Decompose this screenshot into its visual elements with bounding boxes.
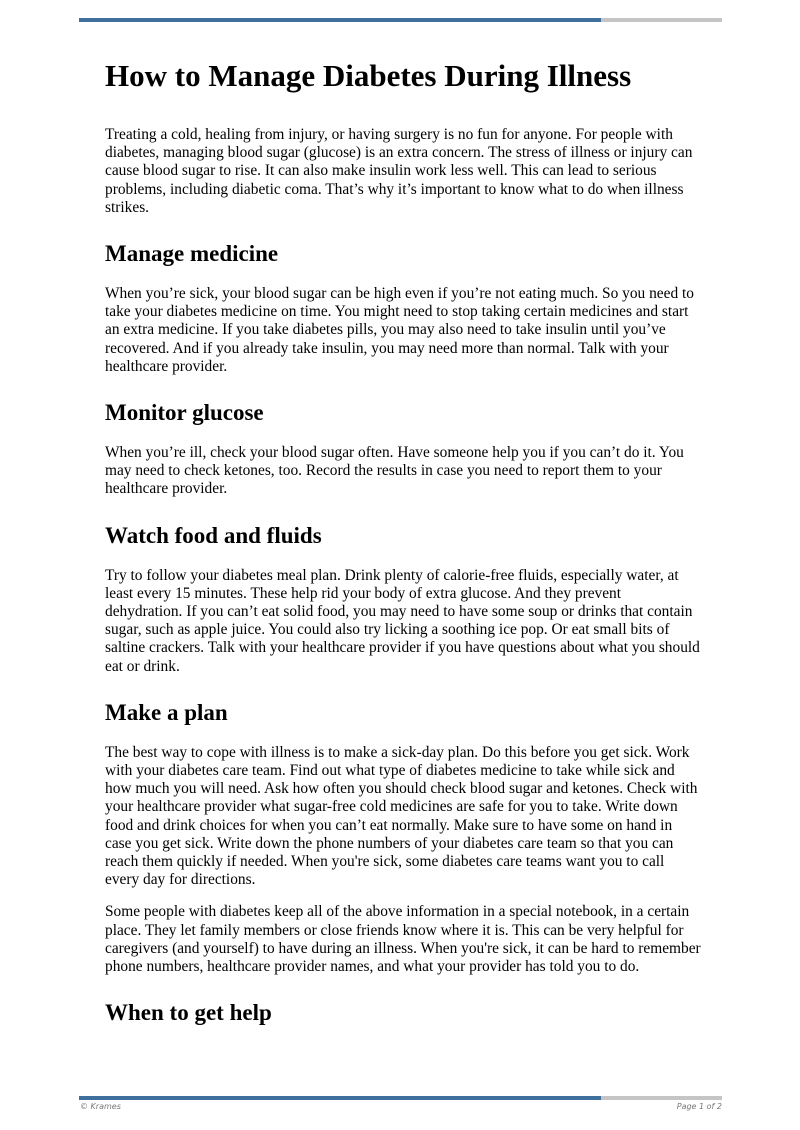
section-make-a-plan [105, 696, 701, 976]
bottom-rule [79, 1096, 722, 1100]
top-rule [79, 18, 722, 22]
top-rule-accent [79, 18, 601, 22]
section-heading: Monitor glucose [105, 400, 264, 426]
section-paragraph: When you’re ill, check your blood sugar often. Have someone help you if you can’t do it. You may need to check ketones, too. Record the results in case you need to report them to your healthcare provider. [105, 444, 684, 498]
section-paragraph: The best way to cope with illness is to make a sick-day plan. Do this before you get sick. Work with your diabetes care team. Find out what type of diabetes medicine to take while sick and how much you will need. Ask how often you should check blood sugar and ketones. Check with your healthcare provider what sugar-free cold medicines are safe for you to take. Write down food and drink choices for when you can’t eat normally. Make sure to have some on hand in case you get sick. Write down the phone numbers of your diabetes care team so that you can reach them quickly if needed. When you're sick, some diabetes care teams want you to call every day for directions. [105, 743, 698, 889]
section-heading: Make a plan [105, 699, 228, 725]
section-monitor-glucose [105, 396, 701, 499]
footer-page-number: Page 1 of 2 [676, 1102, 722, 1111]
intro-paragraph: Treating a cold, healing from injury, or having surgery is no fun for anyone. For people with diabetes, managing blood sugar (glucose) is an extra concern. The stress of illness or injury can cause blood sugar to rise. It can also make insulin work less well. This can lead to serious problems, including diabetic coma. That’s why it’s important to know what to do when illness strikes. [105, 126, 693, 216]
section-when-to-get-help [105, 996, 701, 1030]
bottom-rule-gray [601, 1096, 722, 1100]
section-paragraph: When you’re sick, your blood sugar can be high even if you’re not eating much. So you need to take your diabetes medicine on time. You might need to stop taking certain medicines and start an extra medicine. If you take diabetes pills, you may also need to take insulin until you’ve recovered. And if you already take insulin, you may need more than normal. Talk with your healthcare provider. [105, 285, 694, 375]
section-heading: Manage medicine [105, 241, 279, 267]
top-rule-gray [601, 18, 722, 22]
section-heading: When to get help [105, 1000, 272, 1026]
section-paragraph: Try to follow your diabetes meal plan. Drink plenty of calorie-free fluids, especially water, at least every 15 minutes. These help rid your body of extra glucose. And they prevent dehydration. If you can’t eat solid food, you may need to have some soup or drinks that contain sugar, such as apple juice. You could also try licking a soothing ice pop. Or eat small bits of saltine crackers. Talk with your healthcare provider if you have questions about what you should eat or drink. [105, 566, 700, 675]
bottom-rule-accent [79, 1096, 601, 1100]
page-title: How to Manage Diabetes During Illness [105, 58, 632, 93]
document-body [105, 50, 701, 1044]
footer-copyright: © Krames [80, 1102, 121, 1111]
section-manage-medicine [105, 237, 701, 376]
section-paragraph: Some people with diabetes keep all of the above information in a special notebook, in a certain place. They let family members or close friends know where it is. This can be very helpful for caregivers (and yourself) to have during an illness. When you're sick, it can be hard to remember phone numbers, healthcare provider names, and what your provider has told you to do. [105, 903, 701, 976]
section-watch-food-and-fluids [105, 519, 701, 676]
section-heading: Watch food and fluids [105, 522, 322, 548]
